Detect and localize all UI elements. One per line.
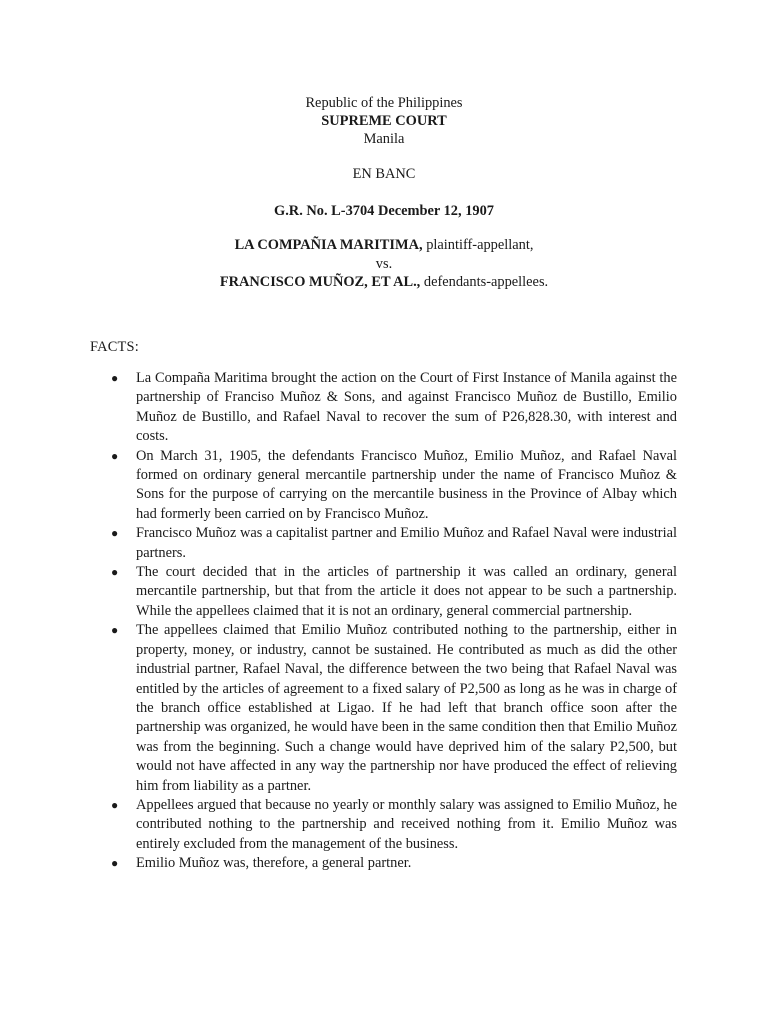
fact-text: Appellees argued that because no yearly or monthly salary was assigned to Emilio Muñoz, he contributed nothing to the partnership and received nothing from it. Emilio Muñoz was entirely excluded from the management of the business. [136,796,677,852]
bullet-icon: ● [111,856,119,871]
facts-list [0,369,768,874]
bullet-icon: ● [111,623,119,638]
plaintiff-role: plaintiff-appellant, [422,237,534,253]
plaintiff-name: LA COMPAÑIA MARITIMA, [234,237,423,253]
bullet-icon: ● [111,565,119,580]
fact-item [0,854,677,873]
fact-text: La Compaña Maritima brought the action on the Court of First Instance of Manila against the partnership of Franciso Muñoz & Sons, and against Francisco Muñoz de Bustillo, Emilio Muñoz de Bustillo, and Rafael Naval to recover the sum of P26,828.30, with interest and costs. [136,370,677,445]
bullet-icon: ● [111,448,119,463]
plaintiff-line [0,236,768,254]
fact-item [0,796,677,854]
bullet-icon: ● [111,797,119,812]
fact-item [0,369,677,447]
facts-section-title: FACTS: [90,339,139,355]
division-heading: EN BANC [352,166,416,182]
fact-item [0,447,677,525]
bullet-icon: ● [111,526,119,541]
fact-text: The appellees claimed that Emilio Muñoz contributed nothing to the partnership, either in property, money, or industry, cannot be sustained. He contributed as much as did the other industrial partner, Rafael Naval, the difference between the two being that Rafael Naval was entitled by the articles of agreement to a fixed salary of P2,500 as long as he was in charge of the branch office established at Ligao. If he had left that branch office soon after the partnership was organized, he would have been in the same condition then that Emilio Muñoz was from the beginning. Such a change would have deprived him of the salary P2,500, but would not have affected in any way the partnership nor have produced the effect of relieving him from liability as a partner. [136,622,677,794]
fact-text: On March 31, 1905, the defendants Francisco Muñoz, Emilio Muñoz, and Rafael Naval formed on ordinary general mercantile partnership under the name of Francisco Muñoz & Sons for the purpose of carrying on the mercantile business in the Province of Albay which had formerly been carried on by Francisco Muñoz. [136,447,677,522]
fact-text: Emilio Muñoz was, therefore, a general partner. [136,855,412,872]
fact-item [0,563,677,621]
republic-heading: Republic of the Philippines [305,95,463,111]
defendant-name: FRANCISCO MUÑOZ, ET AL., [219,274,421,290]
fact-text: The court decided that in the articles of partnership it was called an ordinary, general mercantile partnership, but that from the article it does not appear to be such a partnership. While the appellees claimed that it is not an ordinary, general commercial partnership. [136,564,677,619]
bullet-icon: ● [111,371,119,385]
defendant-line [0,273,768,291]
fact-text: Francisco Muñoz was a capitalist partner and Emilio Muñoz and Rafael Naval were industrial partners. [136,525,677,561]
case-number: G.R. No. L-3704 December 12, 1907 [274,203,494,219]
city-heading: Manila [363,131,405,147]
defendant-role: defendants-appellees. [420,274,549,290]
fact-item [0,524,677,563]
fact-item [0,621,677,796]
court-heading: SUPREME COURT [321,113,447,129]
versus-line: vs. [375,256,393,272]
